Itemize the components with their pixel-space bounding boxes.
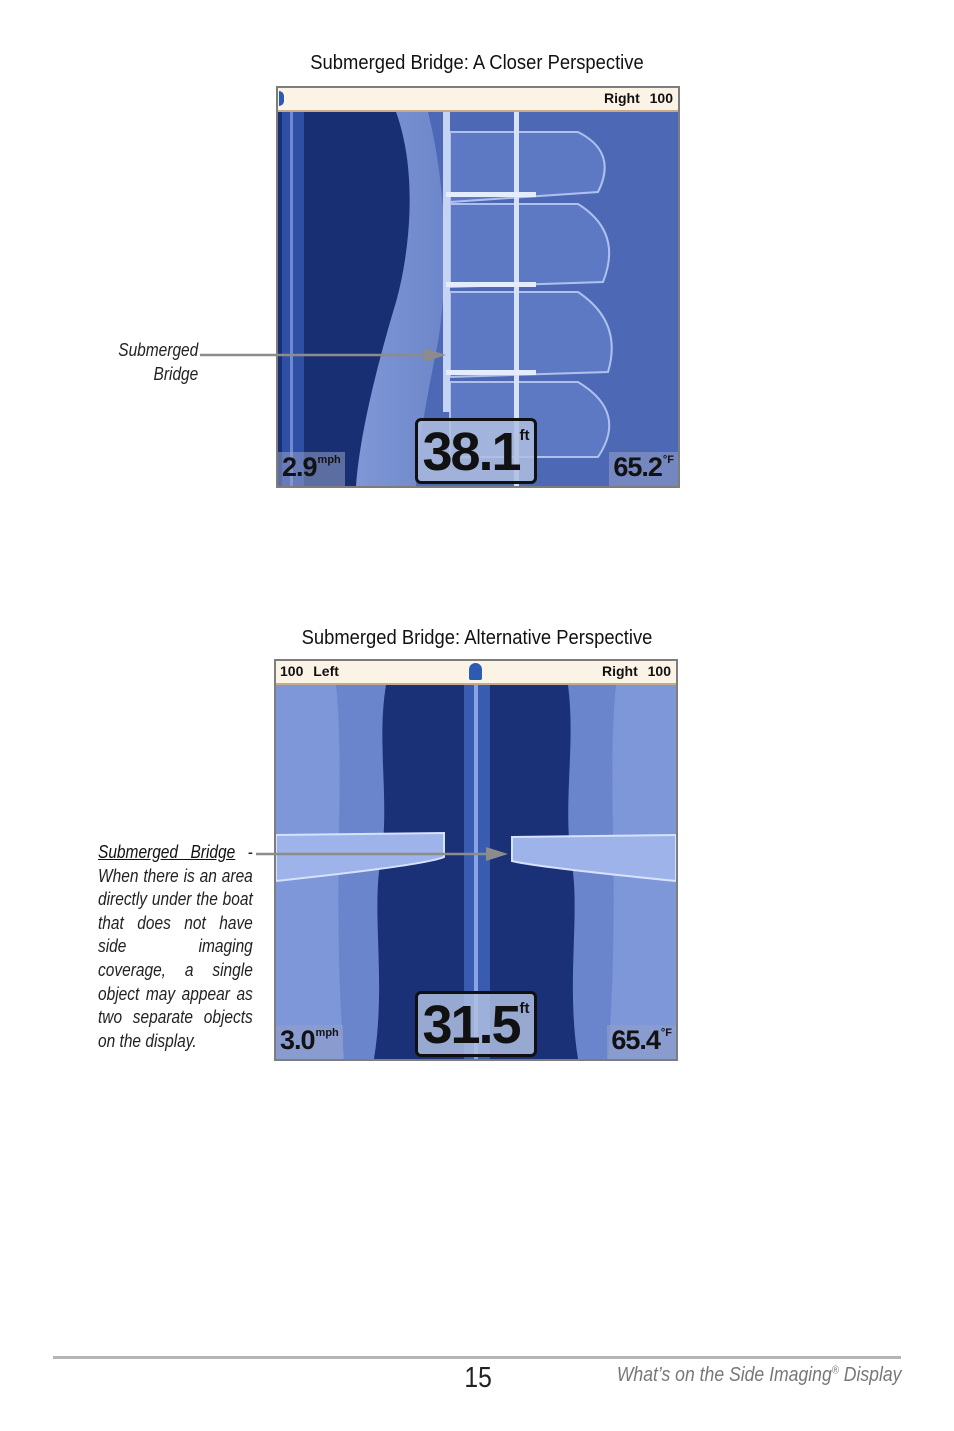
callout-dash: -: [235, 842, 253, 862]
temperature-readout: [609, 452, 678, 486]
temperature-unit: °F: [660, 1027, 672, 1039]
figure2-title: Submerged Bridge: Alternative Perspective: [301, 627, 653, 649]
footer-divider: [53, 1356, 901, 1359]
depth-value: 31.5: [422, 995, 520, 1055]
speed-value: 2.9: [282, 452, 317, 482]
boat-marker-icon: [279, 91, 284, 106]
speed-unit: mph: [317, 454, 341, 466]
speed-value: 3.0: [280, 1025, 315, 1055]
figure1-title: Submerged Bridge: A Closer Perspective: [310, 52, 644, 74]
speed-readout: [278, 452, 345, 486]
temperature-readout: [607, 1025, 676, 1059]
temperature-unit: °F: [662, 454, 674, 466]
callout-description: [98, 841, 253, 1053]
callout-lead: Submerged Bridge: [98, 842, 236, 862]
callout-label-bridge: Submerged Bridge: [118, 340, 199, 384]
speed-readout: [276, 1025, 343, 1059]
status-right-range: Right 100: [601, 663, 671, 679]
status-left-range: 100 Left: [280, 663, 339, 679]
depth-unit: ft: [519, 427, 530, 444]
speed-unit: mph: [315, 1027, 339, 1039]
boat-marker-icon: [469, 663, 482, 680]
depth-value: 38.1: [422, 422, 520, 482]
temperature-value: 65.4: [611, 1025, 660, 1055]
status-right-range: Right 100: [603, 90, 673, 106]
callout-arrow: [198, 346, 448, 366]
status-bar: [278, 88, 678, 112]
depth-readout: [415, 991, 537, 1057]
callout-arrow: [256, 845, 512, 865]
callout-body: When there is an area directly under the boat that does not have side imaging coverage, a single object may appear as two separate objects on the display.: [98, 865, 253, 1051]
status-bar: [276, 661, 676, 685]
sonar-screen-closer: [276, 86, 680, 488]
depth-readout: [415, 418, 537, 484]
depth-unit: ft: [519, 1000, 530, 1017]
footer-section-title: What’s on the Side Imaging® Display: [616, 1364, 901, 1386]
temperature-value: 65.2: [613, 452, 662, 482]
page-number: 15: [464, 1362, 492, 1394]
